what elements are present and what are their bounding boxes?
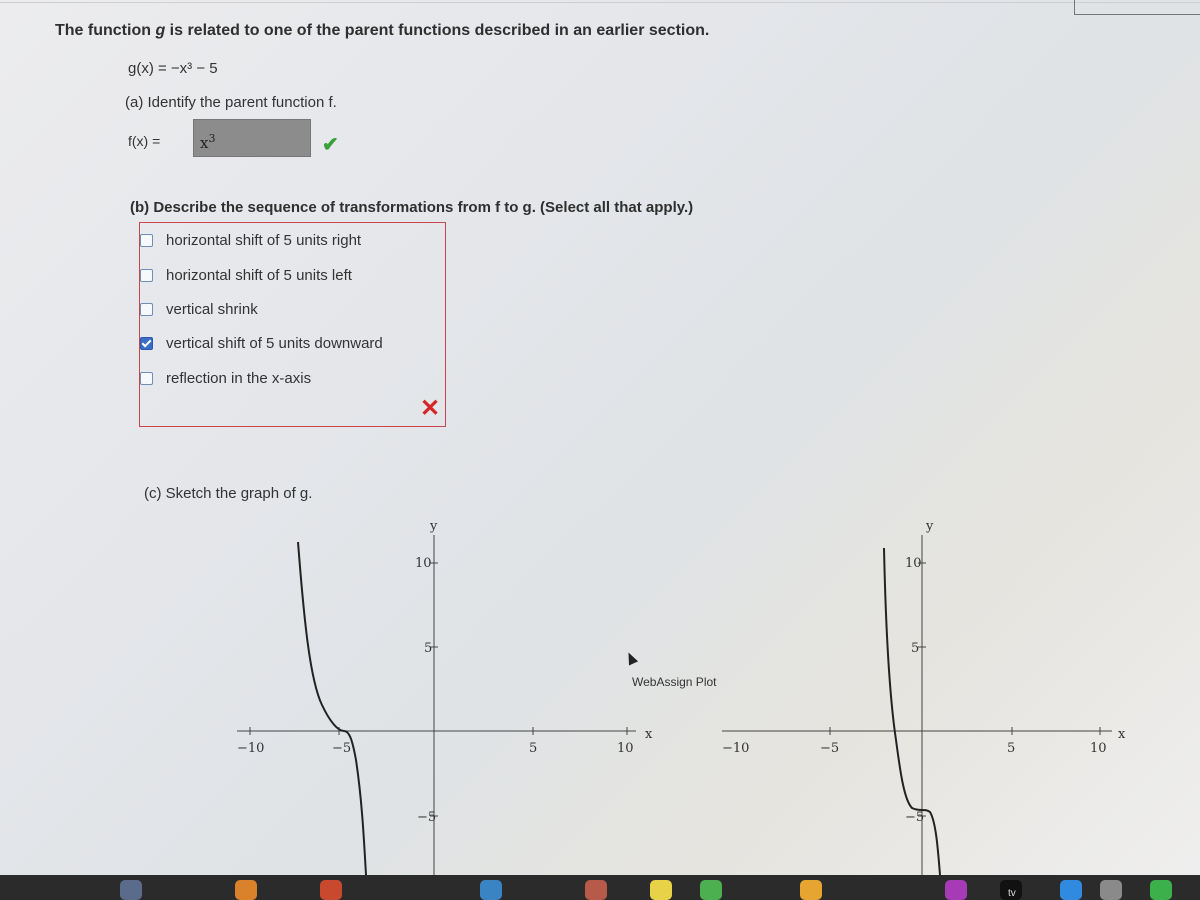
g-equation: g(x) = −x³ − 5 [128, 60, 218, 77]
app-icon[interactable] [120, 880, 142, 900]
answer-exponent: 3 [208, 132, 216, 145]
part-c-label: (c) Sketch the graph of g. [144, 485, 313, 502]
option-label: vertical shrink [166, 301, 258, 318]
app-icon[interactable] [700, 880, 722, 900]
left-x-tick-label: 10 [617, 741, 634, 756]
app-icon[interactable] [1150, 880, 1172, 900]
option-label: vertical shift of 5 units downward [166, 335, 383, 352]
settings-icon[interactable] [1100, 880, 1122, 900]
option-label: horizontal shift of 5 units left [166, 267, 352, 284]
right-x-label: x [1118, 727, 1126, 742]
check-icon: ✔ [322, 134, 339, 156]
app-store-icon[interactable] [1060, 880, 1082, 900]
right-x-tick-label: −5 [820, 741, 840, 756]
calendar-icon[interactable] [585, 880, 607, 900]
part-b-label: (b) Describe the sequence of transformations from f to g. (Select all that apply.) [130, 199, 694, 216]
podcasts-icon[interactable] [945, 880, 967, 900]
right-x-tick-label: 5 [1007, 741, 1016, 756]
right-y-label: y [926, 519, 934, 534]
notes-icon[interactable] [650, 880, 672, 900]
app-icon[interactable] [800, 880, 822, 900]
right-x-tick-label: 10 [1090, 741, 1107, 756]
right-x-tick-label: −10 [722, 741, 750, 756]
left-x-tick-label: −10 [237, 741, 265, 756]
left-x-tick-label: −5 [332, 741, 352, 756]
answer-base: x [200, 134, 209, 152]
fx-label: f(x) = [128, 133, 161, 149]
right-y-tick-label: 5 [911, 641, 920, 656]
option-label: horizontal shift of 5 units right [166, 232, 362, 249]
left-y-tick-label: 10 [415, 556, 432, 571]
app-icon[interactable] [320, 880, 342, 900]
left-y-tick-label: 5 [424, 641, 433, 656]
x-icon: ✕ [420, 395, 441, 422]
left-y-label: y [430, 519, 438, 534]
left-curve [298, 542, 366, 875]
left-x-tick-label: 5 [529, 741, 538, 756]
left-x-label: x [645, 727, 653, 742]
option-label: reflection in the x-axis [166, 370, 312, 387]
left-y-tick-label: −5 [417, 810, 437, 825]
question-text: The function g is related to one of the parent functions described in an earlier section. [55, 22, 710, 39]
right-y-tick-label: 10 [905, 556, 922, 571]
right-y-tick-label: −5 [905, 810, 925, 825]
part-a-label: (a) Identify the parent function f. [125, 94, 337, 111]
right-curve [884, 548, 940, 875]
app-icon[interactable] [480, 880, 502, 900]
tv-label: tv [1008, 888, 1016, 899]
graph-caption: WebAssign Plot [632, 675, 717, 689]
app-icon[interactable] [235, 880, 257, 900]
